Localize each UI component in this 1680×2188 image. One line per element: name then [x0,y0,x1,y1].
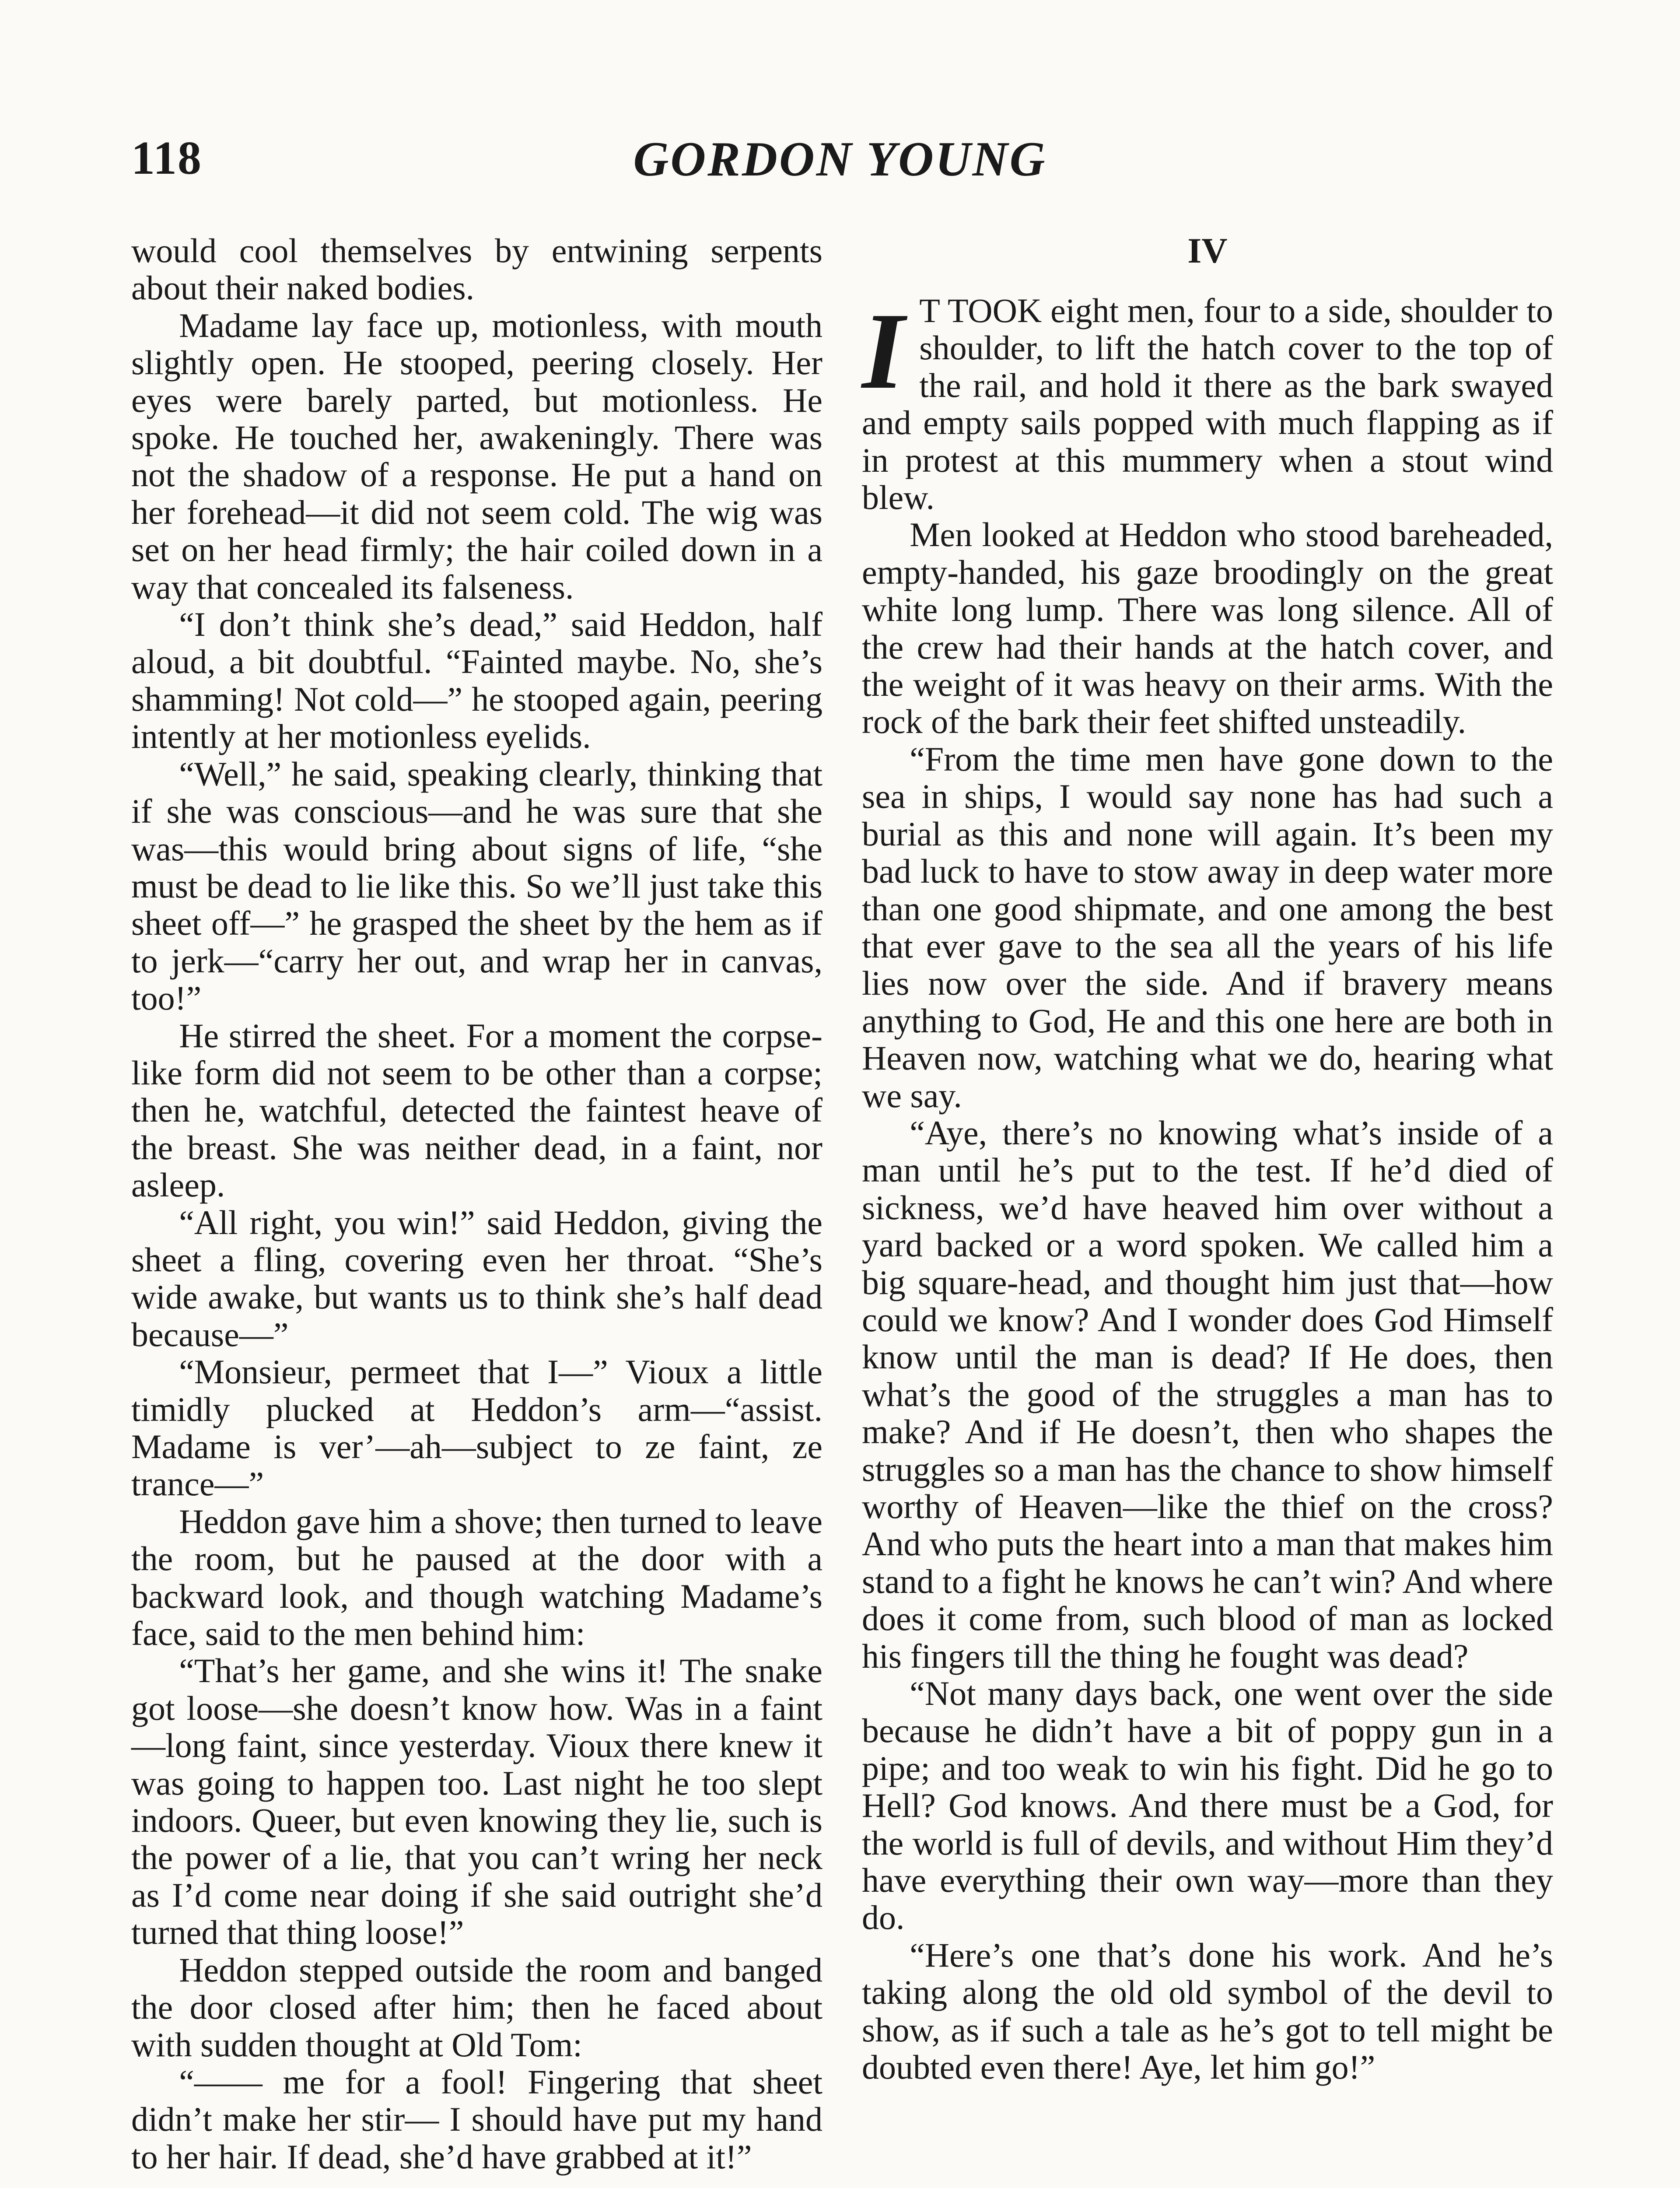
drop-cap: I [862,291,905,412]
running-head-author: GORDON YOUNG [633,132,1047,186]
paragraph: “Monsieur, permeet that I—” Vioux a little timidly plucked at Heddon’s arm—“assist. Madame is ver’—ah—subject to ze faint, ze trance—” [131,1353,822,1503]
paragraph: “Not many days back, one went over the side because he didn’t have a bit of poppy gun in a pipe; and too weak to win his fight. Did he go to Hell? God knows. And there must be a God, for the world is full of devils, and without Him they’d have everything their own way—more than they do. [862,1674,1553,1937]
paragraph: “—— me for a fool! Fingering that sheet didn’t make her stir— I should have put my hand to her hair. If dead, she’d have grabbed at it!” [131,2062,822,2176]
paragraph: “All right, you win!” said Heddon, giving the sheet a fling, covering even her throat. “She’s wide awake, but wants us to think she’s half dead because—” [131,1203,822,1353]
paragraph: “That’s her game, and she wins it! The snake got loose—she doesn’t know how. Was in a faint—long faint, since yesterday. Vioux there knew it was going to happen too. Last night he too slept indoors. Queer, but even knowing they lie, such is the power of a lie, that you can’t wring her neck as I’d come near doing if she said outright she’d turned that thing loose!” [131,1652,822,1952]
paragraph: “Aye, there’s no knowing what’s inside of a man until he’s put to the test. If he’d died of sickness, we’d have heaved him over without a yard backed or a word spoken. We called him a big square-head, and thought him just that—how could we know? And I wonder does God Himself know until the man is dead? If He does, then what’s the good of the struggles a man has to make? And if He doesn’t, then who shapes the struggles so a man has the chance to show himself worthy of Heaven—like the thief on the cross? And who puts the heart into a man that makes him stand to a fight he knows he can’t win? And where does it come from, such blood of man as locked his fingers till the thing he fought was dead? [862,1113,1553,1675]
paragraph: “I don’t think she’s dead,” said Heddon, half aloud, a bit doubtful. “Fainted maybe. No, she’s shamming! Not cold—” he stooped again, peering intently at her motionless eyelids. [131,605,822,756]
paragraph: Men looked at Heddon who stood bareheaded, empty-handed, his gaze broodingly on the great white long lump. There was long silence. All of the crew had their hands at the hatch cover, and the weight of it was heavy on their arms. With the rock of the bark their feet shifted unsteadily. [862,515,1553,741]
paragraph: Heddon gave him a shove; then turned to leave the room, but he paused at the door with a backward look, and though watching Madame’s face, said to the men behind him: [131,1502,822,1653]
right-column [862,232,1553,2086]
paragraph: would cool themselves by entwining serpents about their naked bodies. [131,231,822,307]
paragraph: Heddon stepped outside the room and banged the door closed after him; then he faced about with sudden thought at Old Tom: [131,1950,822,2064]
paragraph: “Here’s one that’s done his work. And he’s taking along the old old symbol of the devil to show, as if such a tale as he’s got to tell might be doubted even there! Aye, let him go!” [862,1936,1553,2086]
opening-text: T TOOK eight men, four to a side, shoulder to shoulder, to lift the hatch cover to the top of the rail, and hold it there as the bark swayed and empty sails popped with much flapping as if in protest at this mummery when a stout wind blew. [862,291,1553,517]
page-number: 118 [131,132,203,184]
paragraph: “Well,” he said, speaking clearly, thinking that if she was conscious—and he was sure that she was—this would bring about signs of life, “she must be dead to lie like this. So we’ll just take this sheet off—” he grasped the sheet by the hem as if to jerk—“carry her out, and wrap her in canvas, too!” [131,754,822,1017]
section-heading: IV [1187,231,1228,270]
paragraph: Madame lay face up, motionless, with mouth slightly open. He stooped, peering closely. Her eyes were barely parted, but motionless. He spoke. He touched her, awakeningly. There was not the shadow of a response. He put a hand on her forehead—it did not seem cold. The wig was set on her head firmly; the hair coiled down in a way that concealed its falseness. [131,306,822,606]
opening-paragraph [862,292,1553,516]
paragraph: “From the time men have gone down to the sea in ships, I would say none has had such a burial as this and none will again. It’s been my bad luck to have to stow away in deep water more than one good shipmate, and one among the best that ever gave to the sea all the years of his life lies now over the side. And if bravery means anything to God, He and this one here are both in Heaven now, watching what we do, hearing what we say. [862,740,1553,1115]
paragraph: He stirred the sheet. For a moment the corpse-like form did not seem to be other than a corpse; then he, watchful, detected the faintest heave of the breast. She was neither dead, in a faint, nor asleep. [131,1016,822,1204]
left-column [131,232,822,2175]
